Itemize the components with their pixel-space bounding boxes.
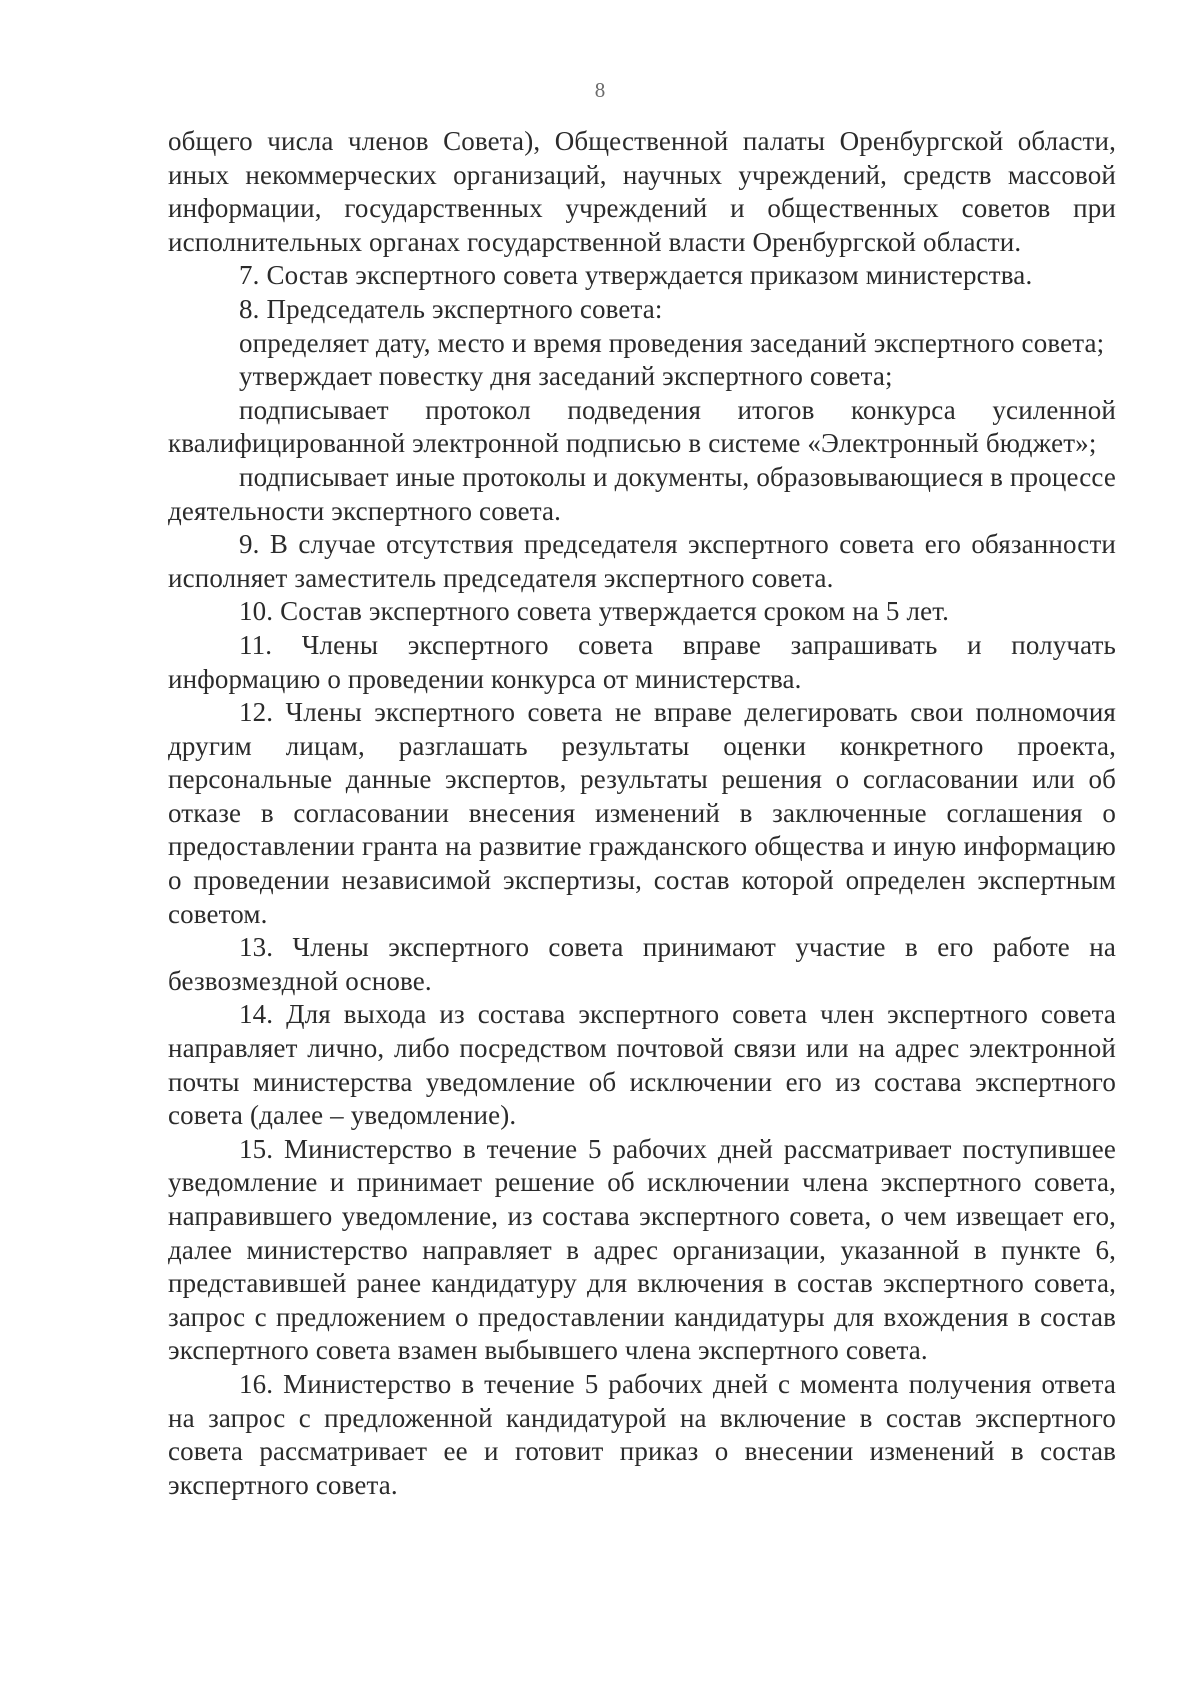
paragraph-12: 12. Члены экспертного совета не вправе делегировать свои полномочия другим лицам, разглашать результаты оценки конкретного проекта, персональные данные экспертов, результаты решения о согласовании или об отказе в согласовании внесения изменений в заключенные соглашения о предоставлении гранта на развитие гражданского общества и иную информацию о проведении независимой экспертизы, состав которой определен экспертным советом.	[168, 697, 1116, 929]
paragraph-8-item-1: определяет дату, место и время проведения заседаний экспертного совета;	[239, 327, 1105, 358]
paragraph-16: 16. Министерство в течение 5 рабочих дней с момента получения ответа на запрос с предложенной кандидатурой на включение в состав экспертного совета рассматривает ее и готовит приказ о внесении изменений в состав экспертного совета.	[168, 1368, 1116, 1500]
paragraph-9: 9. В случае отсутствия председателя экспертного совета его обязанности исполняет заместитель председателя экспертного совета.	[168, 529, 1116, 593]
paragraph-continuation: общего числа членов Совета), Общественной палаты Оренбургской области, иных некоммерческих организаций, научных учреждений, средств массовой информации, государственных учреждений и общественных советов при исполнительных органах государственной власти Оренбургской области.	[168, 126, 1116, 257]
paragraph-8-item-3: подписывает протокол подведения итогов конкурса усиленной квалифицированной электронной подписью в системе «Электронный бюджет»;	[168, 394, 1116, 459]
paragraph-7: 7. Состав экспертного совета утверждается приказом министерства.	[239, 260, 1033, 291]
paragraph-8-item-4: подписывает иные протоколы и документы, образовывающиеся в процессе деятельности экспертного совета.	[168, 461, 1116, 526]
paragraph-10: 10. Состав экспертного совета утверждается сроком на 5 лет.	[239, 596, 950, 627]
paragraph-13: 13. Члены экспертного совета принимают участие в его работе на безвозмездной основе.	[168, 932, 1116, 996]
paragraph-8: 8. Председатель экспертного совета:	[239, 293, 663, 324]
document-body	[168, 125, 1116, 1502]
paragraph-15: 15. Министерство в течение 5 рабочих дней рассматривает поступившее уведомление и принимает решение об исключении члена экспертного совета, направившего уведомление, из состава экспертного совета, о чем извещает его, далее министерство направляет в адрес организации, указанной в пункте 6, представившей ранее кандидатуру для включения в состав экспертного совета, запрос с предложением о предоставлении кандидатуры для вхождения в состав экспертного совета взамен выбывшего члена экспертного совета.	[168, 1133, 1116, 1366]
paragraph-8-item-2: утверждает повестку дня заседаний экспертного совета;	[239, 361, 893, 392]
page-number: 8	[594, 78, 606, 102]
paragraph-14: 14. Для выхода из состава экспертного совета член экспертного совета направляет лично, либо посредством почтовой связи или на адрес электронной почты министерства уведомление об исключении его из состава экспертного совета (далее – уведомление).	[168, 999, 1116, 1131]
paragraph-11: 11. Члены экспертного совета вправе запрашивать и получать информацию о проведении конкурса от министерства.	[168, 629, 1116, 694]
